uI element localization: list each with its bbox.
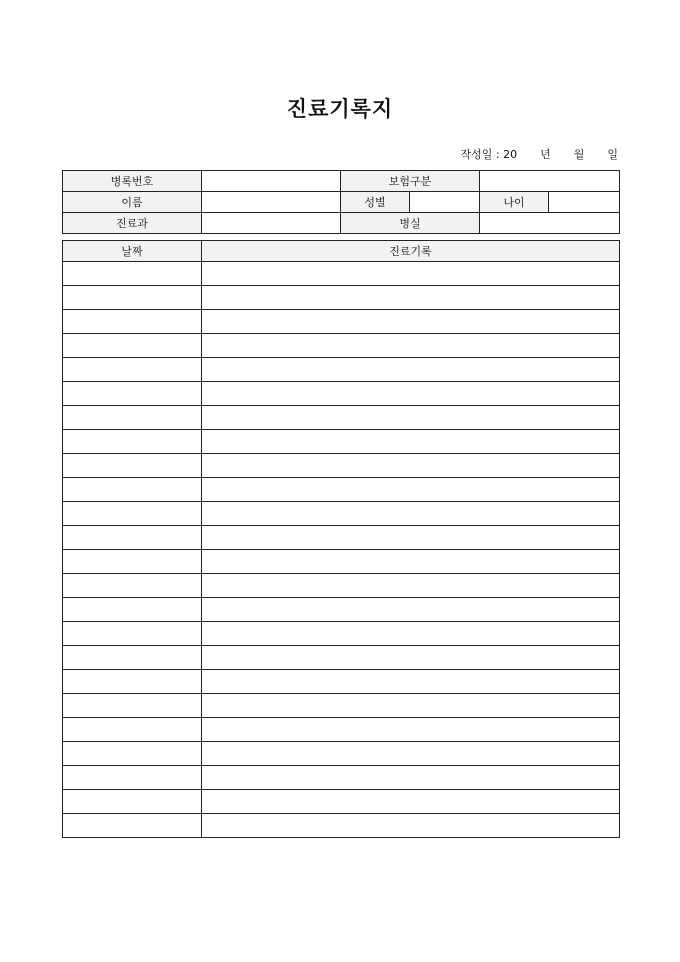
date-cell[interactable] [63,286,202,310]
room-field[interactable] [480,213,620,234]
name-field[interactable] [202,192,341,213]
table-row [63,718,620,742]
date-cell[interactable] [63,814,202,838]
age-field[interactable] [549,192,620,213]
table-row [63,694,620,718]
table-row [63,334,620,358]
table-row [63,766,620,790]
record-cell[interactable] [202,262,620,286]
record-cell[interactable] [202,766,620,790]
record-cell[interactable] [202,646,620,670]
patient-info-table [62,170,620,234]
date-label: 작성일 : 20 [460,148,518,161]
record-cell[interactable] [202,310,620,334]
table-row [63,670,620,694]
date-cell[interactable] [63,478,202,502]
record-header: 진료기록 [202,241,620,262]
table-row [63,574,620,598]
table-row [63,598,620,622]
record-cell[interactable] [202,574,620,598]
date-cell[interactable] [63,334,202,358]
name-label: 이름 [63,192,202,213]
month-label: 월 [573,148,585,161]
date-cell[interactable] [63,526,202,550]
record-cell[interactable] [202,670,620,694]
insurance-field[interactable] [480,171,620,192]
date-cell[interactable] [63,598,202,622]
record-cell[interactable] [202,382,620,406]
table-row [63,382,620,406]
date-cell[interactable] [63,790,202,814]
record-cell[interactable] [202,526,620,550]
table-row [63,454,620,478]
record-cell[interactable] [202,742,620,766]
dept-label: 진료과 [63,213,202,234]
date-cell[interactable] [63,310,202,334]
page-title: 진료기록지 [286,97,394,121]
dept-field[interactable] [202,213,341,234]
table-row [63,478,620,502]
date-cell[interactable] [63,646,202,670]
record-cell[interactable] [202,502,620,526]
age-label: 나이 [480,192,549,213]
record-cell[interactable] [202,334,620,358]
year-label: 년 [540,148,551,161]
table-row [63,358,620,382]
table-row [63,622,620,646]
record-cell[interactable] [202,622,620,646]
date-cell[interactable] [63,718,202,742]
record-cell[interactable] [202,286,620,310]
record-cell[interactable] [202,454,620,478]
date-cell[interactable] [63,670,202,694]
record-cell[interactable] [202,694,620,718]
table-row [63,502,620,526]
date-cell[interactable] [63,694,202,718]
table-row [63,742,620,766]
ward-no-field[interactable] [202,171,341,192]
room-label: 병실 [341,213,480,234]
date-cell[interactable] [63,742,202,766]
ward-no-label: 병록번호 [63,171,202,192]
record-cell[interactable] [202,814,620,838]
date-cell[interactable] [63,406,202,430]
table-row [63,814,620,838]
gender-label: 성별 [341,192,410,213]
record-cell[interactable] [202,406,620,430]
date-cell[interactable] [63,358,202,382]
record-cell[interactable] [202,718,620,742]
table-row [63,406,620,430]
record-cell[interactable] [202,598,620,622]
date-header: 날짜 [63,241,202,262]
table-row [63,550,620,574]
table-row [63,310,620,334]
table-row [63,646,620,670]
record-cell[interactable] [202,358,620,382]
record-cell[interactable] [202,430,620,454]
record-cell[interactable] [202,478,620,502]
date-cell[interactable] [63,430,202,454]
table-row [63,526,620,550]
day-label: 일 [607,148,618,161]
date-cell[interactable] [63,550,202,574]
gender-field[interactable] [410,192,480,213]
date-cell[interactable] [63,766,202,790]
table-row [63,790,620,814]
record-cell[interactable] [202,790,620,814]
table-row [63,430,620,454]
date-cell[interactable] [63,622,202,646]
table-row [63,262,620,286]
insurance-label: 보험구분 [341,171,480,192]
record-cell[interactable] [202,550,620,574]
date-line [461,146,619,162]
date-cell[interactable] [63,574,202,598]
table-row [63,286,620,310]
date-cell[interactable] [63,502,202,526]
date-cell[interactable] [63,454,202,478]
date-cell[interactable] [63,262,202,286]
records-table [62,240,620,838]
date-cell[interactable] [63,382,202,406]
